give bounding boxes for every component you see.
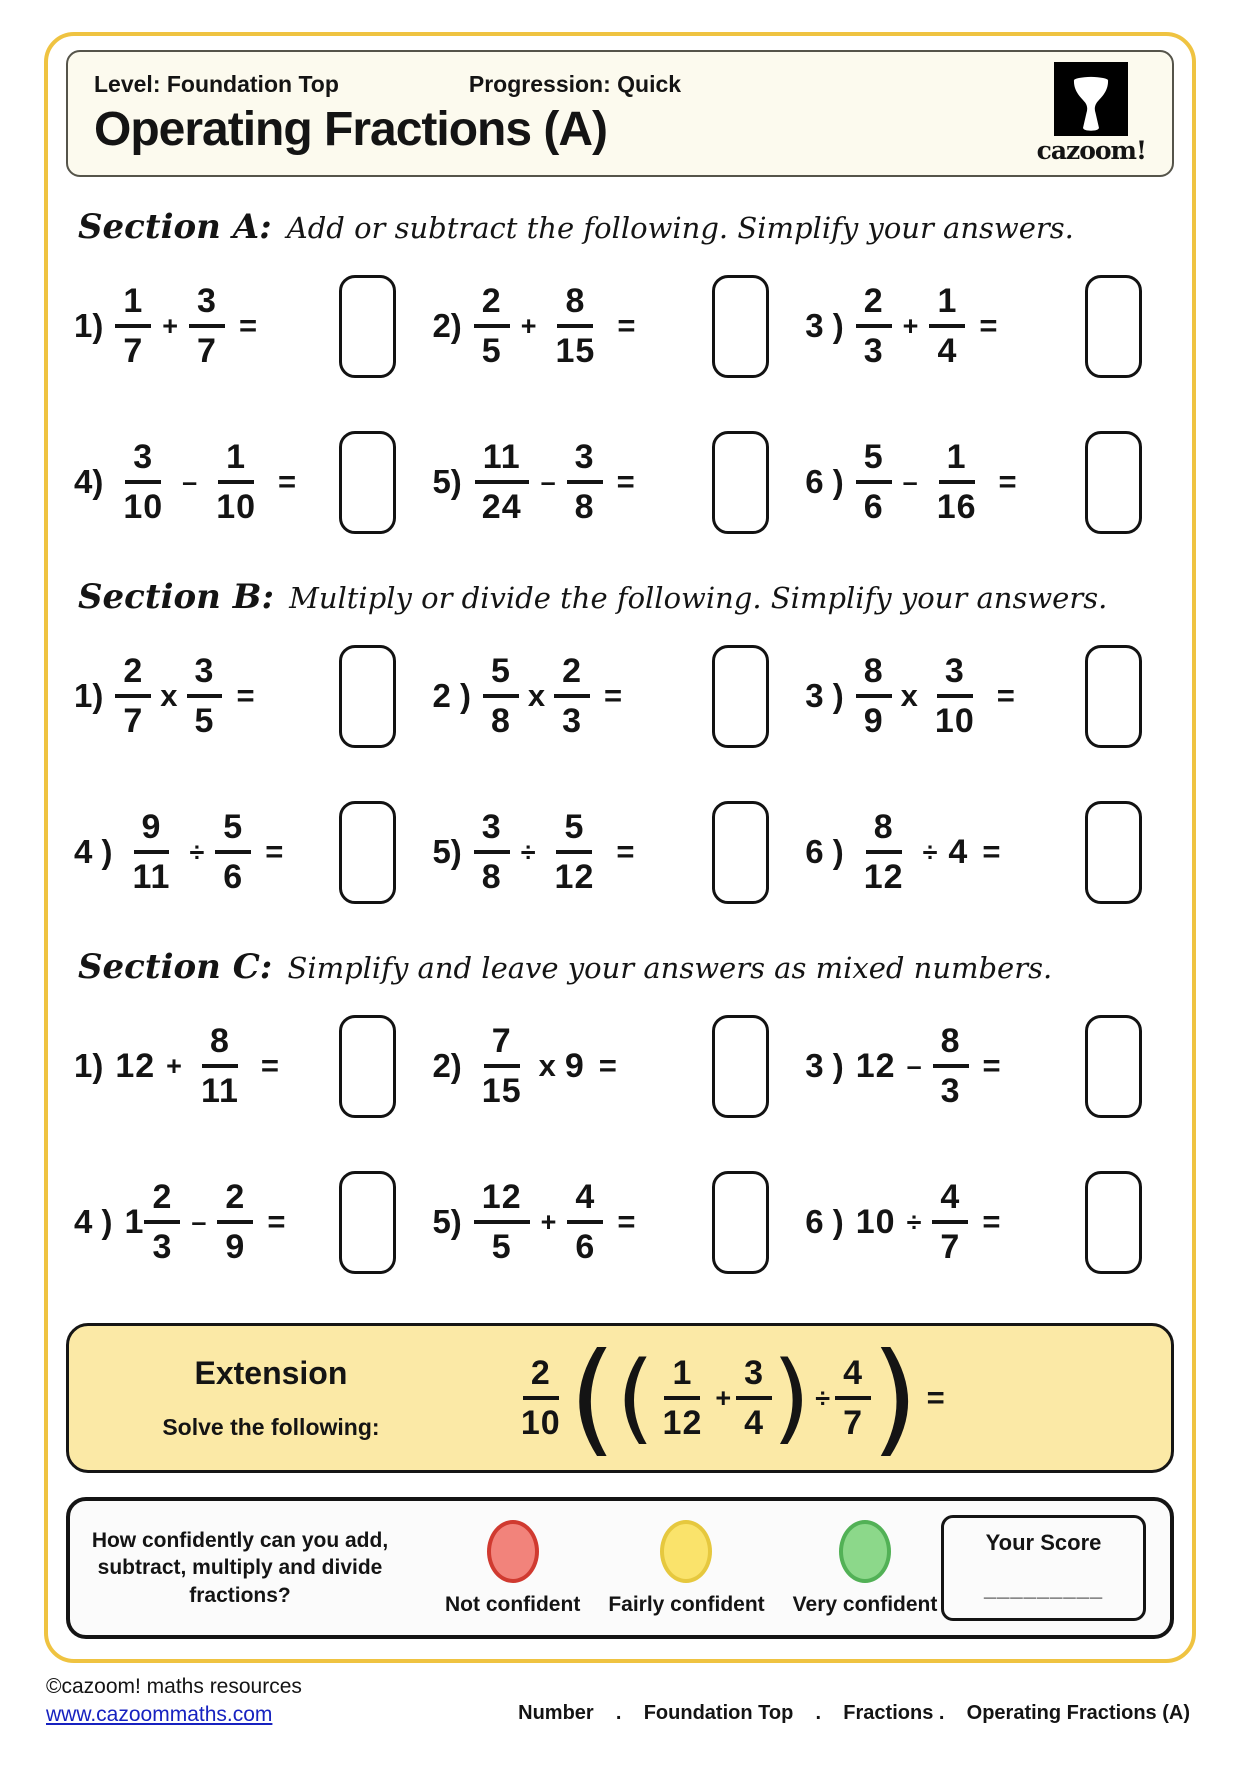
- answer-box[interactable]: [339, 1015, 396, 1118]
- problem-number: 5): [432, 1203, 462, 1240]
- problem: [426, 631, 799, 761]
- problem-number: 2): [432, 1047, 462, 1084]
- fraction-numerator: 11: [475, 439, 529, 484]
- answer-box[interactable]: [339, 1171, 396, 1274]
- problem: [426, 417, 799, 547]
- problem: [799, 631, 1172, 761]
- fraction: [144, 1179, 180, 1265]
- fraction-denominator: 7: [123, 702, 144, 740]
- fraction: [929, 439, 985, 525]
- fraction-numerator: 5: [856, 439, 892, 484]
- answer-box[interactable]: [712, 801, 769, 904]
- problem-number: 5): [432, 463, 462, 500]
- fraction: [189, 283, 225, 369]
- page-title: Operating Fractions (A): [94, 102, 608, 156]
- problem-number: 3 ): [805, 1047, 844, 1084]
- fraction-denominator: 6: [575, 1228, 596, 1266]
- fraction: [856, 439, 892, 525]
- fraction-denominator: 5: [491, 1228, 512, 1266]
- fraction-denominator: 11: [200, 1072, 239, 1110]
- problem-number: 3 ): [805, 677, 844, 714]
- section-a-instruction: Add or subtract the following. Simplify your answers.: [286, 211, 1074, 245]
- section-c-instruction: Simplify and leave your answers as mixed numbers.: [287, 951, 1053, 985]
- fraction-denominator: 6: [863, 488, 884, 526]
- fraction: [932, 1179, 968, 1265]
- equals-sign: =: [926, 1380, 945, 1415]
- confidence-circle[interactable]: [660, 1520, 712, 1583]
- fraction-denominator: 7: [123, 332, 144, 370]
- extension-subtitle: Solve the following:: [162, 1414, 380, 1440]
- answer-box[interactable]: [712, 1015, 769, 1118]
- your-score-label: Your Score: [985, 1530, 1102, 1555]
- operator: +: [540, 1206, 557, 1237]
- fraction: [208, 439, 264, 525]
- confidence-options: [445, 1520, 937, 1617]
- fraction: [856, 809, 912, 895]
- operator: +: [162, 310, 179, 341]
- answer-box[interactable]: [1085, 275, 1142, 378]
- confidence-option-label: Very confident: [792, 1592, 938, 1616]
- fraction-numerator: 1: [218, 439, 254, 484]
- fraction: [933, 1023, 969, 1109]
- problem-number: 4 ): [74, 1203, 113, 1240]
- number: 4: [948, 832, 969, 871]
- operator: ÷: [815, 1382, 831, 1413]
- answer-box[interactable]: [1085, 645, 1142, 748]
- fraction-denominator: 4: [937, 332, 958, 370]
- problem-number: 1): [74, 307, 104, 344]
- operator: x: [900, 678, 918, 713]
- problem: [68, 261, 426, 391]
- fraction-denominator: 8: [574, 488, 595, 526]
- confidence-option: [793, 1520, 938, 1617]
- number: 12: [115, 1046, 156, 1085]
- problem: [799, 417, 1172, 547]
- fraction: [474, 439, 530, 525]
- fraction-denominator: 3: [940, 1072, 961, 1110]
- equals-sign: =: [617, 1204, 636, 1239]
- fraction-numerator: 12: [474, 1179, 530, 1224]
- problem: [426, 1157, 799, 1287]
- problem: [68, 787, 426, 917]
- operator: ÷: [906, 1206, 922, 1237]
- confidence-bar: [66, 1497, 1174, 1639]
- problem-number: 2): [432, 307, 462, 344]
- operator: ÷: [922, 836, 938, 867]
- fraction: [513, 1355, 569, 1441]
- confidence-option: [445, 1520, 580, 1617]
- answer-box[interactable]: [712, 1171, 769, 1274]
- fraction-denominator: 9: [225, 1228, 246, 1266]
- fraction-numerator: 2: [115, 653, 151, 698]
- extension-label-block: [99, 1355, 443, 1441]
- footer-left: [46, 1675, 302, 1727]
- fraction-denominator: 15: [481, 1072, 522, 1110]
- equals-sign: =: [236, 678, 255, 713]
- fraction-denominator: 7: [843, 1404, 864, 1442]
- header-meta-row: [94, 71, 681, 98]
- equals-sign: =: [979, 308, 998, 343]
- problem-number: 6 ): [805, 1203, 844, 1240]
- extension-title: Extension: [194, 1355, 348, 1391]
- header-text-block: [94, 71, 681, 157]
- fraction-numerator: 5: [556, 809, 592, 854]
- operator: –: [906, 1050, 922, 1081]
- section-c-name: Section C:: [78, 947, 273, 987]
- problem: [799, 1001, 1172, 1131]
- fraction-denominator: 11: [132, 858, 171, 896]
- confidence-option-label: Not confident: [445, 1592, 581, 1616]
- fraction: [547, 283, 603, 369]
- fraction: [483, 653, 519, 739]
- fraction-numerator: 5: [215, 809, 251, 854]
- fraction-numerator: 3: [736, 1355, 772, 1400]
- fraction-denominator: 3: [152, 1228, 173, 1266]
- problem: [426, 1001, 799, 1131]
- problem-number: 4): [74, 463, 104, 500]
- problem: [68, 1157, 426, 1287]
- progression-label: Progression: Quick: [468, 70, 682, 97]
- copyright-text: ©cazoom! maths resources: [46, 1675, 302, 1698]
- answer-box[interactable]: [339, 431, 396, 534]
- fraction-numerator: 8: [557, 283, 593, 328]
- fraction-denominator: 5: [194, 702, 215, 740]
- problem-number: 3 ): [805, 307, 844, 344]
- fraction-denominator: 12: [662, 1404, 703, 1442]
- parenthesis: ): [871, 1326, 919, 1469]
- extension-expression: [513, 1326, 953, 1469]
- equals-sign: =: [998, 464, 1017, 499]
- equals-sign: =: [616, 834, 635, 869]
- fraction: [217, 1179, 253, 1265]
- section-b-name: Section B:: [78, 577, 275, 617]
- problem: [799, 1157, 1172, 1287]
- problem-number: 4 ): [74, 833, 113, 870]
- operator: x: [527, 678, 546, 713]
- problem: [68, 631, 426, 761]
- fraction-numerator: 3: [567, 439, 603, 484]
- fraction: [193, 1023, 247, 1109]
- website-link[interactable]: www.cazoommaths.com: [46, 1703, 273, 1726]
- fraction: [474, 809, 510, 895]
- equals-sign: =: [238, 308, 258, 343]
- fraction: [929, 283, 965, 369]
- fraction-denominator: 6: [223, 858, 244, 896]
- fraction: [215, 809, 251, 895]
- drum-icon: [1054, 62, 1128, 136]
- answer-box[interactable]: [712, 645, 769, 748]
- section-a-name: Section A:: [78, 207, 272, 247]
- fraction: [125, 809, 179, 895]
- fraction-denominator: 10: [123, 488, 164, 526]
- fraction: [927, 653, 983, 739]
- answer-box[interactable]: [1085, 431, 1142, 534]
- section-c-heading: [78, 947, 1174, 987]
- problem-number: 5): [432, 833, 462, 870]
- breadcrumb: Number . Foundation Top . Fractions . Operating Fractions (A): [518, 1702, 1190, 1724]
- operator: +: [902, 310, 919, 341]
- fraction: [474, 1179, 530, 1265]
- section-b-heading: [78, 577, 1174, 617]
- worksheet-border: [44, 32, 1196, 1663]
- fraction-numerator: 1: [939, 439, 975, 484]
- number: 12: [855, 1046, 896, 1085]
- fraction-denominator: 24: [481, 488, 522, 526]
- section-b-problems: [68, 631, 1172, 917]
- problem-number: 1): [74, 1047, 104, 1084]
- fraction-numerator: 3: [937, 653, 973, 698]
- equals-sign: =: [604, 678, 623, 713]
- whole-number: 1: [124, 1202, 145, 1241]
- fraction: [567, 439, 603, 525]
- fraction-numerator: 8: [866, 809, 902, 854]
- fraction-denominator: 5: [481, 332, 502, 370]
- fraction-denominator: 15: [555, 332, 596, 370]
- operator: –: [191, 1206, 207, 1237]
- fraction: [835, 1355, 871, 1441]
- fraction-denominator: 12: [863, 858, 904, 896]
- fraction-numerator: 4: [567, 1179, 603, 1224]
- fraction-numerator: 5: [483, 653, 519, 698]
- answer-box[interactable]: [712, 431, 769, 534]
- problem: [68, 1001, 426, 1131]
- fraction: [115, 283, 151, 369]
- fraction-denominator: 4: [744, 1404, 765, 1442]
- fraction-denominator: 10: [520, 1404, 561, 1442]
- fraction-numerator: 2: [523, 1355, 559, 1400]
- problem-number: 6 ): [805, 833, 844, 870]
- fraction: [115, 653, 151, 739]
- equals-sign: =: [982, 834, 1001, 869]
- problem: [426, 787, 799, 917]
- fraction-denominator: 10: [934, 702, 975, 740]
- fraction-numerator: 2: [474, 283, 510, 328]
- fraction-numerator: 1: [115, 283, 151, 328]
- fraction-numerator: 4: [835, 1355, 871, 1400]
- fraction: [736, 1355, 772, 1441]
- fraction-numerator: 8: [933, 1023, 969, 1068]
- fraction: [567, 1179, 603, 1265]
- equals-sign: =: [982, 1048, 1001, 1083]
- confidence-option: [608, 1520, 764, 1617]
- number: 10: [855, 1202, 896, 1241]
- operator: +: [520, 310, 537, 341]
- operator: ÷: [189, 836, 205, 867]
- operator: –: [902, 466, 918, 497]
- fraction: [547, 809, 603, 895]
- fraction-numerator: 3: [474, 809, 510, 854]
- equals-sign: =: [260, 1048, 280, 1083]
- extension-box: [66, 1323, 1174, 1473]
- equals-sign: =: [265, 834, 284, 869]
- fraction-denominator: 7: [940, 1228, 961, 1266]
- section-b-instruction: Multiply or divide the following. Simplify your answers.: [289, 581, 1108, 615]
- confidence-question: How confidently can you add, subtract, multiply and divide fractions?: [91, 1529, 389, 1607]
- fraction: [474, 1023, 530, 1109]
- fraction-numerator: 7: [484, 1023, 520, 1068]
- problem: [799, 787, 1172, 917]
- fraction-denominator: 12: [554, 858, 595, 896]
- fraction-numerator: 8: [202, 1023, 238, 1068]
- fraction: [115, 439, 171, 525]
- confidence-circle[interactable]: [487, 1520, 539, 1583]
- operator: x: [160, 678, 178, 713]
- operator: –: [540, 466, 556, 497]
- fraction-numerator: 1: [929, 283, 965, 328]
- answer-box[interactable]: [1085, 801, 1142, 904]
- equals-sign: =: [996, 678, 1015, 713]
- problem-number: 2 ): [432, 677, 471, 714]
- fraction-denominator: 9: [863, 702, 884, 740]
- confidence-option-label: Fairly confident: [608, 1592, 765, 1616]
- fraction-numerator: 9: [134, 809, 170, 854]
- your-score-box[interactable]: [941, 1515, 1146, 1621]
- operator: +: [166, 1050, 182, 1081]
- section-a-heading: [78, 207, 1174, 247]
- fraction-denominator: 8: [481, 858, 502, 896]
- fraction-denominator: 16: [936, 488, 977, 526]
- cazoom-logo: [1037, 62, 1146, 165]
- answer-box[interactable]: [339, 645, 396, 748]
- fraction-numerator: 2: [856, 283, 892, 328]
- fraction-denominator: 7: [197, 332, 217, 370]
- answer-box[interactable]: [339, 801, 396, 904]
- fraction: [856, 283, 892, 369]
- equals-sign: =: [982, 1204, 1001, 1239]
- fraction-numerator: 2: [554, 653, 590, 698]
- fraction-denominator: 3: [863, 332, 884, 370]
- level-label: Level: Foundation Top: [94, 70, 339, 97]
- answer-box[interactable]: [1085, 1015, 1142, 1118]
- fraction-denominator: 8: [490, 702, 511, 740]
- answer-box[interactable]: [712, 275, 769, 378]
- answer-box[interactable]: [339, 275, 396, 378]
- mixed-number: [125, 1179, 181, 1265]
- answer-box[interactable]: [1085, 1171, 1142, 1274]
- number: 9: [564, 1046, 585, 1085]
- equals-sign: =: [617, 308, 636, 343]
- fraction-denominator: 10: [216, 488, 257, 526]
- problem-number: 1): [74, 677, 104, 714]
- operator: –: [182, 466, 198, 497]
- problem-number: 6 ): [805, 463, 844, 500]
- fraction: [474, 283, 510, 369]
- operator: x: [538, 1048, 556, 1083]
- section-c-problems: [68, 1001, 1172, 1287]
- fraction: [554, 653, 590, 739]
- parenthesis: ): [772, 1340, 811, 1455]
- fraction-numerator: 4: [932, 1179, 968, 1224]
- fraction-numerator: 2: [144, 1179, 180, 1224]
- fraction-numerator: 3: [125, 439, 161, 484]
- equals-sign: =: [616, 464, 635, 499]
- equals-sign: =: [267, 1204, 286, 1239]
- page-footer: [0, 1663, 1240, 1727]
- fraction-numerator: 8: [856, 653, 892, 698]
- problem: [799, 261, 1172, 391]
- logo-wordmark: cazoom!: [1036, 136, 1146, 165]
- parenthesis: (: [616, 1340, 655, 1455]
- fraction-denominator: 3: [562, 702, 583, 740]
- operator: ÷: [520, 836, 536, 867]
- confidence-circle[interactable]: [839, 1520, 891, 1583]
- fraction-numerator: 3: [187, 653, 223, 698]
- problem: [426, 261, 799, 391]
- equals-sign: =: [598, 1048, 617, 1083]
- problem: [68, 417, 426, 547]
- fraction-numerator: 3: [189, 283, 225, 328]
- fraction: [655, 1355, 711, 1441]
- fraction: [856, 653, 892, 739]
- section-a-problems: [68, 261, 1172, 547]
- parenthesis: (: [568, 1326, 617, 1469]
- fraction-numerator: 2: [217, 1179, 253, 1224]
- worksheet-header: [66, 50, 1174, 177]
- fraction: [187, 653, 223, 739]
- operator: +: [715, 1382, 732, 1413]
- equals-sign: =: [278, 464, 297, 499]
- fraction-numerator: 1: [664, 1355, 700, 1400]
- your-score-line: _________: [983, 1576, 1104, 1601]
